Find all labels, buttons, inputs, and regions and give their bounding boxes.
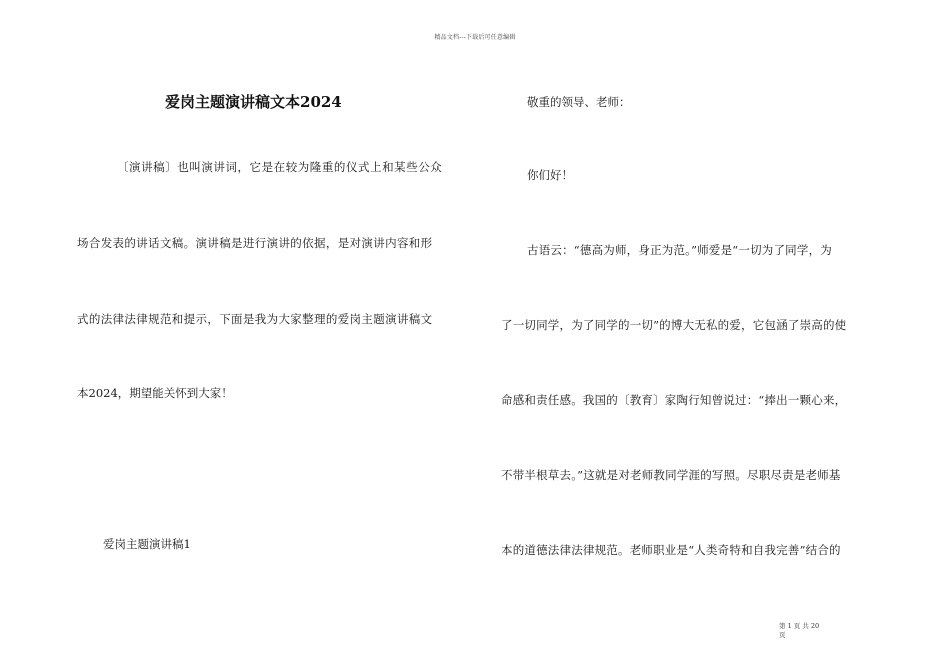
page-number <box>779 622 839 640</box>
salutation: 敬重的领导、老师： <box>527 95 631 109</box>
paragraph-line: 式的法律法律规范和提示，下面是我为大家整理的爱岗主题演讲稿文 <box>77 312 433 326</box>
paragraph-line: 古语云：“德高为师，身正为范。”师爱是“一切为了同学，为 <box>527 243 832 257</box>
section-heading: 爱岗主题演讲稿1 <box>103 537 191 551</box>
greeting: 你们好！ <box>527 168 573 182</box>
paragraph-line: 〔演讲稿〕也叫演讲词，它是在较为隆重的仪式上和某些公众 <box>117 160 443 174</box>
paragraph-line: 不带半根草去。”这就是对老师教同学涯的写照。尽职尽责是老师基 <box>501 468 841 482</box>
paragraph-line: 场合发表的讲话文稿。演讲稿是进行演讲的依据，是对演讲内容和形 <box>77 236 433 250</box>
paragraph-line: 了一切同学，为了同学的一切”的博大无私的爱，它包涵了崇高的使 <box>501 318 847 332</box>
page-header: 精品文档---下载后可任意编辑 <box>434 34 516 41</box>
paragraph-line: 本的道德法律法律规范。老师职业是“人类奇特和自我完善”结合的 <box>501 543 841 557</box>
document-title: 爱岗主题演讲稿文本2024 <box>165 93 342 111</box>
paragraph-line: 命感和责任感。我国的〔教育〕家陶行知曾说过：“捧出一颗心来， <box>501 393 847 407</box>
paragraph-line: 本2024，期望能关怀到大家！ <box>77 386 233 400</box>
page-number-line1: 第 1 页 共 20 <box>779 622 820 630</box>
page-number-line2: 页 <box>779 631 786 639</box>
